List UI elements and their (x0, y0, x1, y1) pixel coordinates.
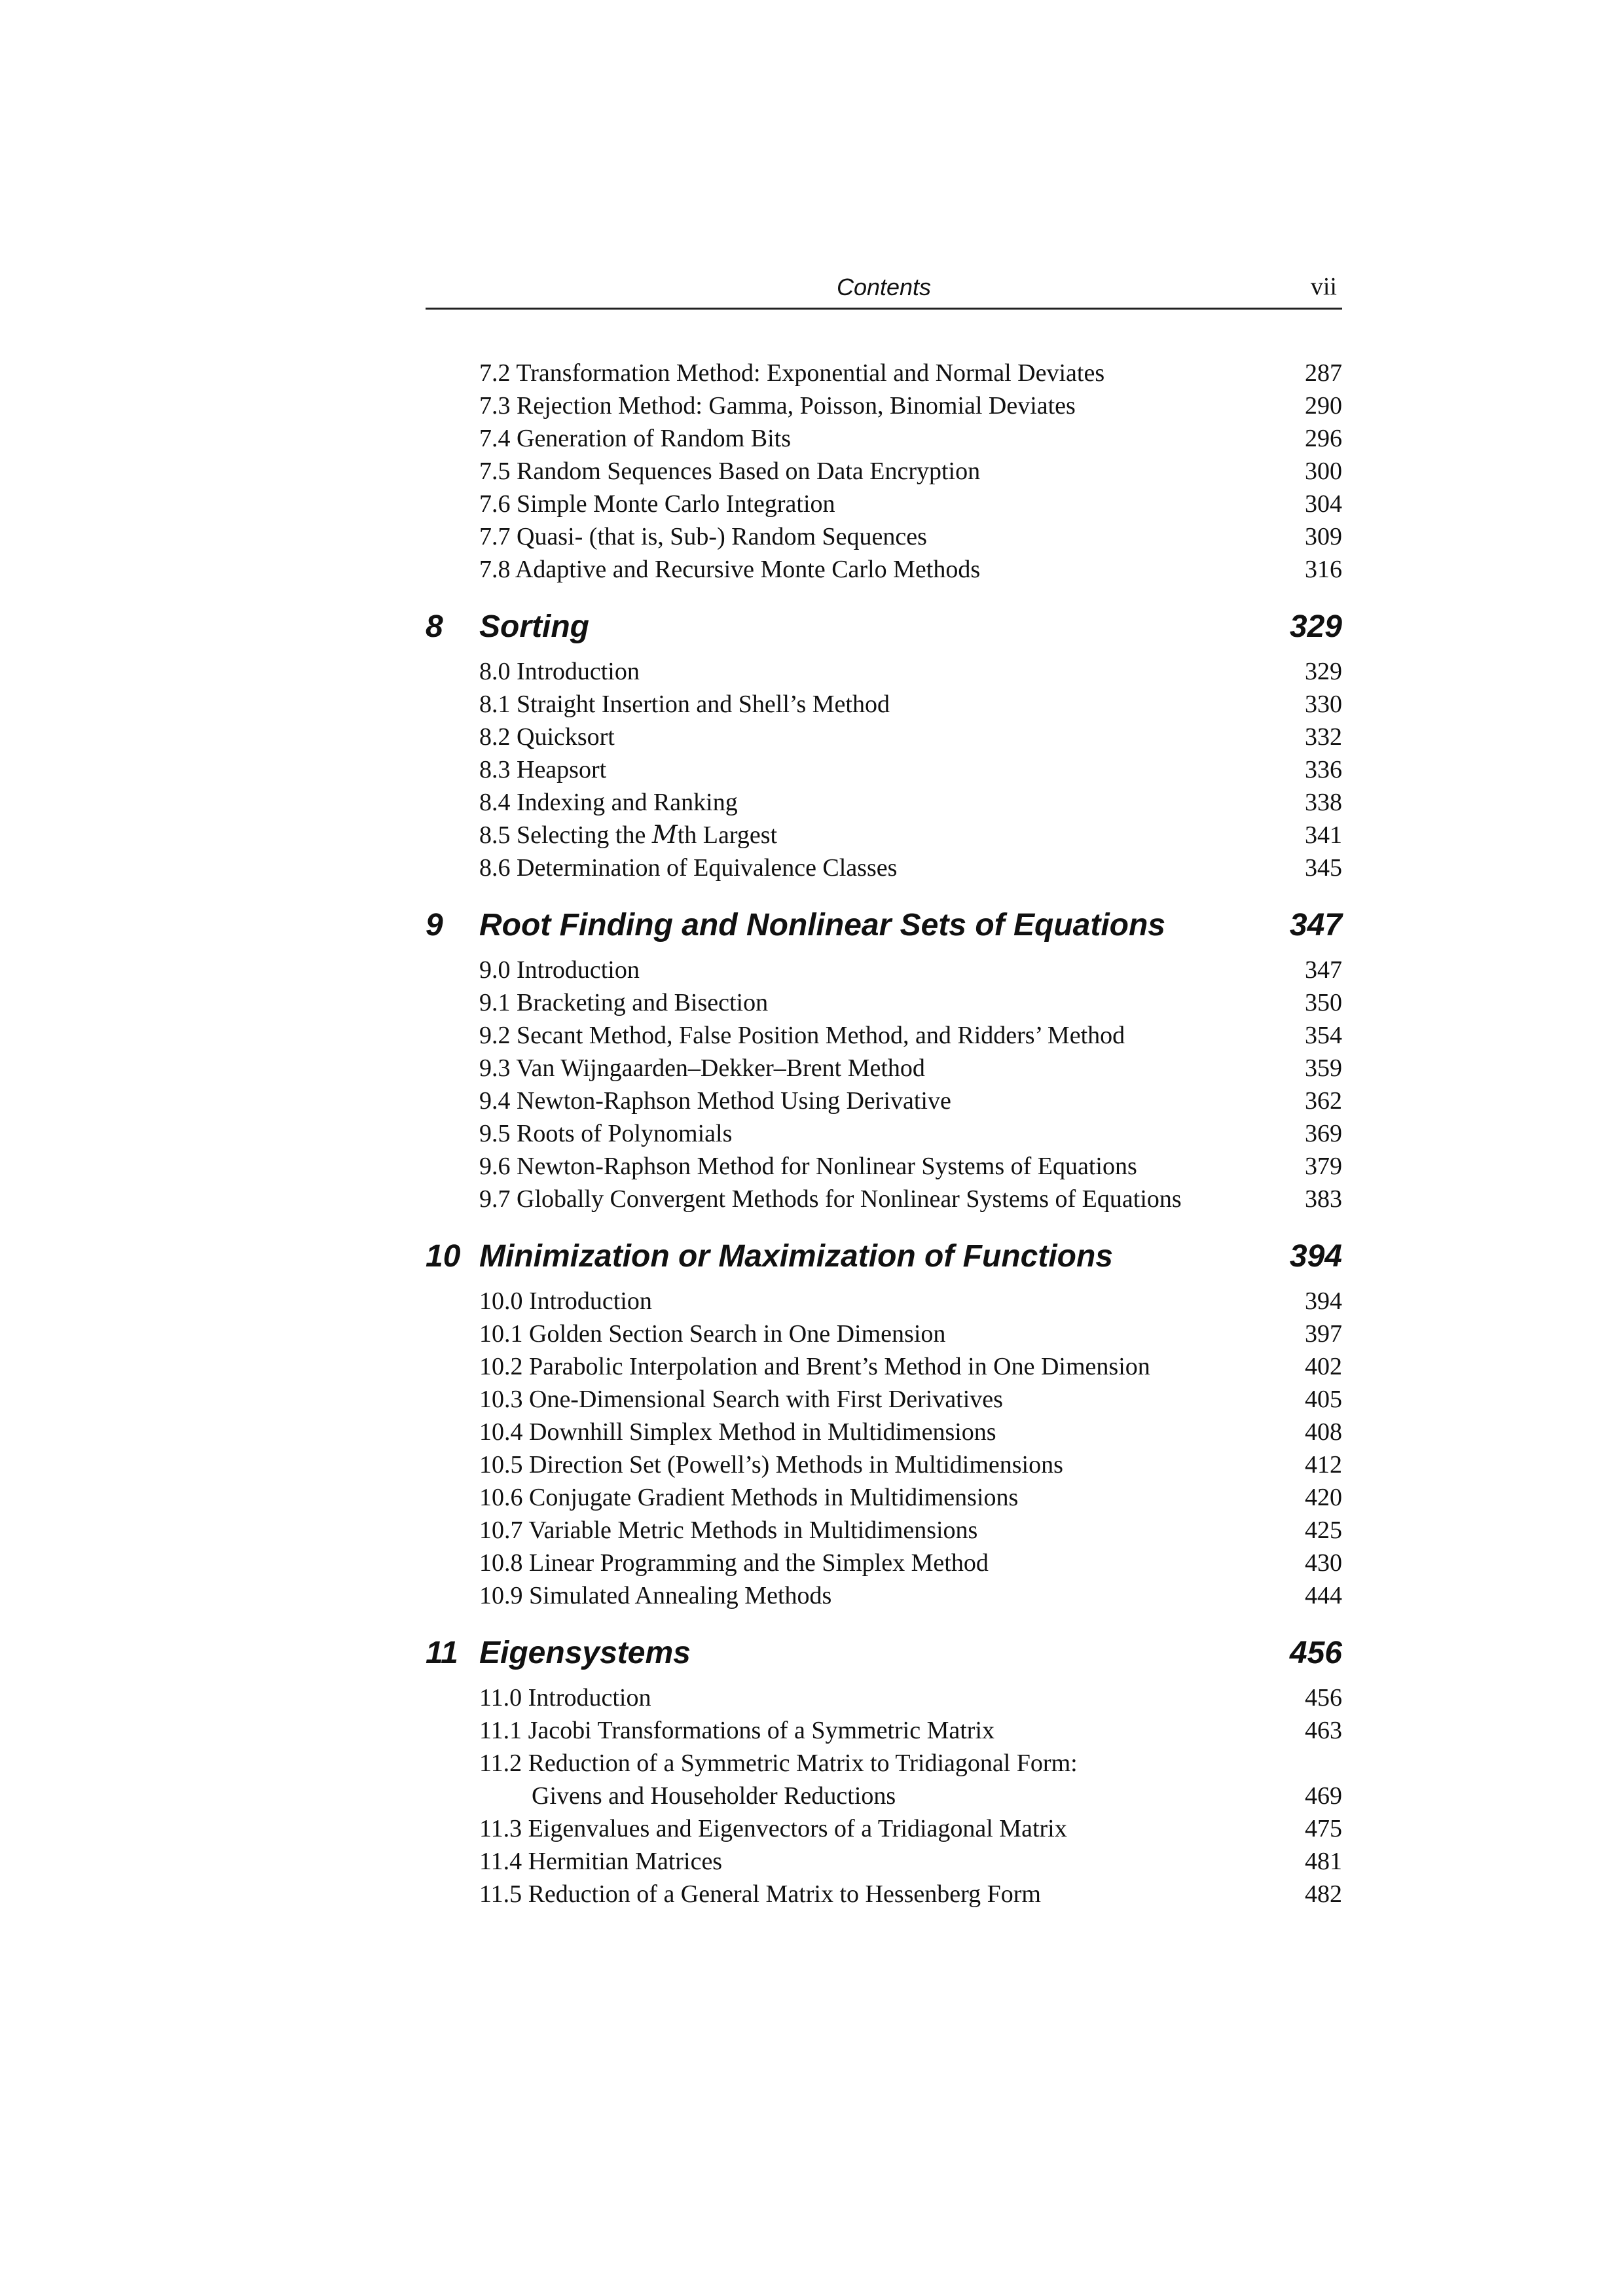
running-head (426, 268, 1342, 310)
toc-entry-page-number: 347 (1305, 956, 1342, 984)
toc-entry[interactable] (426, 1714, 1342, 1747)
toc-entry-page-number: 481 (1305, 1848, 1342, 1875)
toc-entry-title: 7.7 Quasi- (that is, Sub-) Random Sequences (479, 523, 927, 550)
toc-entry-title: 9.1 Bracketing and Bisection (479, 989, 769, 1016)
toc-entry-page-number: 290 (1305, 392, 1342, 420)
toc-entry-title: 11.1 Jacobi Transformations of a Symmetric Matrix (479, 1717, 994, 1744)
toc-entry-title: 8.5 Selecting the 𝑀th Largest (479, 821, 778, 849)
running-head-title: Contents (836, 274, 932, 300)
toc-entry-page-number: 338 (1305, 789, 1342, 816)
toc-entry[interactable] (426, 1878, 1342, 1910)
toc-entry-page-number: 475 (1305, 1815, 1342, 1842)
chapter-title: Eigensystems (479, 1636, 691, 1670)
toc-entry-page-number: 341 (1305, 821, 1342, 849)
toc-entry-page-number: 336 (1305, 756, 1342, 783)
toc-entry-title: 7.4 Generation of Random Bits (479, 425, 791, 452)
toc-entry-page-number: 332 (1305, 723, 1342, 751)
toc-entry[interactable] (426, 1416, 1342, 1448)
chapter-title: Minimization or Maximization of Functions (479, 1239, 1113, 1274)
chapter-number: 10 (426, 1239, 461, 1274)
toc-entry-title: 10.5 Direction Set (Powell’s) Methods in Multidimensions (479, 1451, 1063, 1479)
toc-entry[interactable] (426, 1117, 1342, 1150)
toc-entry[interactable] (426, 1845, 1342, 1878)
toc-entry[interactable] (426, 655, 1342, 688)
toc-entry[interactable] (426, 1383, 1342, 1416)
toc-entry-page-number: 402 (1305, 1353, 1342, 1380)
toc-entry-title: 9.3 Van Wijngaarden–Dekker–Brent Method (479, 1054, 925, 1082)
toc-entry-title: 9.5 Roots of Polynomials (479, 1120, 733, 1147)
toc-entry-page-number: 420 (1305, 1484, 1342, 1511)
toc-entry-title: 8.1 Straight Insertion and Shell’s Method (479, 691, 890, 718)
toc-entry-page-number: 316 (1305, 556, 1342, 583)
table-of-contents (426, 357, 1342, 1910)
toc-entry-page-number: 300 (1305, 457, 1342, 485)
toc-entry-title: 8.0 Introduction (479, 658, 640, 685)
toc-entry-title: 10.8 Linear Programming and the Simplex Method (479, 1549, 989, 1577)
toc-entry-page-number: 309 (1305, 523, 1342, 550)
toc-entry[interactable] (426, 455, 1342, 488)
toc-entry[interactable] (426, 786, 1342, 819)
toc-entry[interactable] (426, 852, 1342, 884)
chapter-page-number: 394 (1289, 1239, 1342, 1274)
toc-entry-page-number: 397 (1305, 1320, 1342, 1348)
chapter-number: 11 (426, 1636, 458, 1670)
toc-entry-title: 7.3 Rejection Method: Gamma, Poisson, Binomial Deviates (479, 392, 1076, 420)
toc-entry-page-number: 354 (1305, 1022, 1342, 1049)
chapter-page-number: 456 (1289, 1636, 1342, 1670)
toc-entry-page-number: 296 (1305, 425, 1342, 452)
toc-entry-page-number: 329 (1305, 658, 1342, 685)
toc-entry[interactable] (426, 1812, 1342, 1845)
toc-entry-page-number: 304 (1305, 490, 1342, 518)
toc-entry-title: 11.2 Reduction of a Symmetric Matrix to Tridiagonal Form: (479, 1749, 1078, 1777)
toc-entry-title: 11.4 Hermitian Matrices (479, 1848, 723, 1875)
toc-entry-page-number: 444 (1305, 1582, 1342, 1609)
toc-entry-title: Givens and Householder Reductions (532, 1782, 896, 1810)
chapter-number: 9 (426, 908, 443, 942)
chapter-heading[interactable] (426, 1634, 1342, 1672)
toc-entry[interactable] (426, 986, 1342, 1019)
toc-entry[interactable] (426, 1150, 1342, 1183)
toc-entry-page-number: 369 (1305, 1120, 1342, 1147)
toc-entry[interactable] (426, 1579, 1342, 1612)
toc-entry[interactable] (426, 753, 1342, 786)
toc-entry-title: 7.5 Random Sequences Based on Data Encryption (479, 457, 981, 485)
toc-entry-title: 10.2 Parabolic Interpolation and Brent’s Method in One Dimension (479, 1353, 1150, 1380)
toc-entry-page-number: 463 (1305, 1717, 1342, 1744)
toc-entry-page-number: 379 (1305, 1153, 1342, 1180)
toc-entry-title: 10.3 One-Dimensional Search with First Derivatives (479, 1386, 1003, 1413)
toc-entry-title: 9.2 Secant Method, False Position Method, and Ridders’ Method (479, 1022, 1125, 1049)
toc-entry[interactable] (426, 357, 1342, 389)
chapter-title: Sorting (479, 609, 589, 644)
toc-entry-page-number: 482 (1305, 1880, 1342, 1908)
toc-entry[interactable] (426, 1183, 1342, 1215)
toc-entry[interactable] (426, 389, 1342, 422)
chapter-title: Root Finding and Nonlinear Sets of Equations (479, 908, 1165, 942)
toc-entry-title: 8.6 Determination of Equivalence Classes (479, 854, 898, 882)
toc-entry-title: 10.7 Variable Metric Methods in Multidimensions (479, 1516, 978, 1544)
toc-entry[interactable] (426, 1052, 1342, 1085)
toc-entry[interactable] (426, 1019, 1342, 1052)
toc-entry-title: 8.2 Quicksort (479, 723, 615, 751)
toc-entry-title: 10.1 Golden Section Search in One Dimension (479, 1320, 946, 1348)
chapter-heading[interactable] (426, 1238, 1342, 1276)
toc-entry[interactable] (426, 1681, 1342, 1714)
toc-entry[interactable] (426, 488, 1342, 520)
toc-entry[interactable] (426, 1350, 1342, 1383)
toc-entry-title: 9.0 Introduction (479, 956, 640, 984)
toc-entry-page-number: 405 (1305, 1386, 1342, 1413)
toc-entry[interactable] (426, 1285, 1342, 1318)
toc-entry-title: 11.0 Introduction (479, 1684, 651, 1712)
toc-entry-page-number: 330 (1305, 691, 1342, 718)
toc-entry[interactable] (426, 688, 1342, 721)
toc-entry-page-number: 345 (1305, 854, 1342, 882)
toc-entry-page-number: 425 (1305, 1516, 1342, 1544)
toc-entry[interactable] (426, 954, 1342, 986)
toc-entry-title: 9.6 Newton-Raphson Method for Nonlinear Systems of Equations (479, 1153, 1137, 1180)
toc-entry-page-number: 412 (1305, 1451, 1342, 1479)
toc-entry-title: 9.4 Newton-Raphson Method Using Derivative (479, 1087, 951, 1115)
running-head-page-number: vii (1310, 273, 1337, 300)
chapter-number: 8 (426, 609, 443, 644)
toc-entry[interactable] (426, 721, 1342, 753)
toc-entry-page-number: 430 (1305, 1549, 1342, 1577)
toc-entry-title: 7.2 Transformation Method: Exponential and Normal Deviates (479, 359, 1105, 387)
toc-entry-page-number: 362 (1305, 1087, 1342, 1115)
toc-entry[interactable] (426, 1780, 1342, 1812)
toc-entry[interactable] (426, 1547, 1342, 1579)
toc-entry-title: 11.3 Eigenvalues and Eigenvectors of a Tridiagonal Matrix (479, 1815, 1067, 1842)
toc-entry[interactable] (426, 520, 1342, 553)
toc-entry-page-number: 359 (1305, 1054, 1342, 1082)
toc-entry-title: 10.9 Simulated Annealing Methods (479, 1582, 832, 1609)
chapter-page-number: 329 (1289, 609, 1342, 644)
toc-entry[interactable] (426, 422, 1342, 455)
toc-entry-title: 7.8 Adaptive and Recursive Monte Carlo Methods (479, 556, 981, 583)
toc-entry-title: 7.6 Simple Monte Carlo Integration (479, 490, 835, 518)
chapter-page-number: 347 (1289, 908, 1342, 942)
toc-entry[interactable] (426, 1481, 1342, 1514)
toc-entry-title: 9.7 Globally Convergent Methods for Nonlinear Systems of Equations (479, 1185, 1182, 1213)
contents-page (426, 268, 1342, 1910)
toc-entry-page-number: 287 (1305, 359, 1342, 387)
toc-entry-page-number: 456 (1305, 1684, 1342, 1712)
toc-entry-page-number: 350 (1305, 989, 1342, 1016)
toc-entry[interactable] (426, 1514, 1342, 1547)
toc-entry[interactable] (426, 553, 1342, 586)
chapter-heading[interactable] (426, 906, 1342, 944)
chapter-heading[interactable] (426, 608, 1342, 646)
toc-entry-title: 10.6 Conjugate Gradient Methods in Multidimensions (479, 1484, 1019, 1511)
toc-entry-page-number: 408 (1305, 1418, 1342, 1446)
toc-entry-title: 11.5 Reduction of a General Matrix to Hessenberg Form (479, 1880, 1041, 1908)
toc-entry-title: 8.3 Heapsort (479, 756, 607, 783)
toc-entry[interactable] (426, 1085, 1342, 1117)
toc-entry-title: 8.4 Indexing and Ranking (479, 789, 738, 816)
toc-entry-page-number: 394 (1305, 1287, 1342, 1315)
toc-entry-title: 10.4 Downhill Simplex Method in Multidimensions (479, 1418, 996, 1446)
toc-entry[interactable] (426, 1448, 1342, 1481)
toc-entry[interactable] (426, 819, 1342, 852)
toc-entry-page-number: 469 (1305, 1782, 1342, 1810)
toc-entry[interactable] (426, 1318, 1342, 1350)
toc-entry[interactable] (426, 1747, 1342, 1780)
toc-entry-page-number: 383 (1305, 1185, 1342, 1213)
toc-entry-title: 10.0 Introduction (479, 1287, 652, 1315)
